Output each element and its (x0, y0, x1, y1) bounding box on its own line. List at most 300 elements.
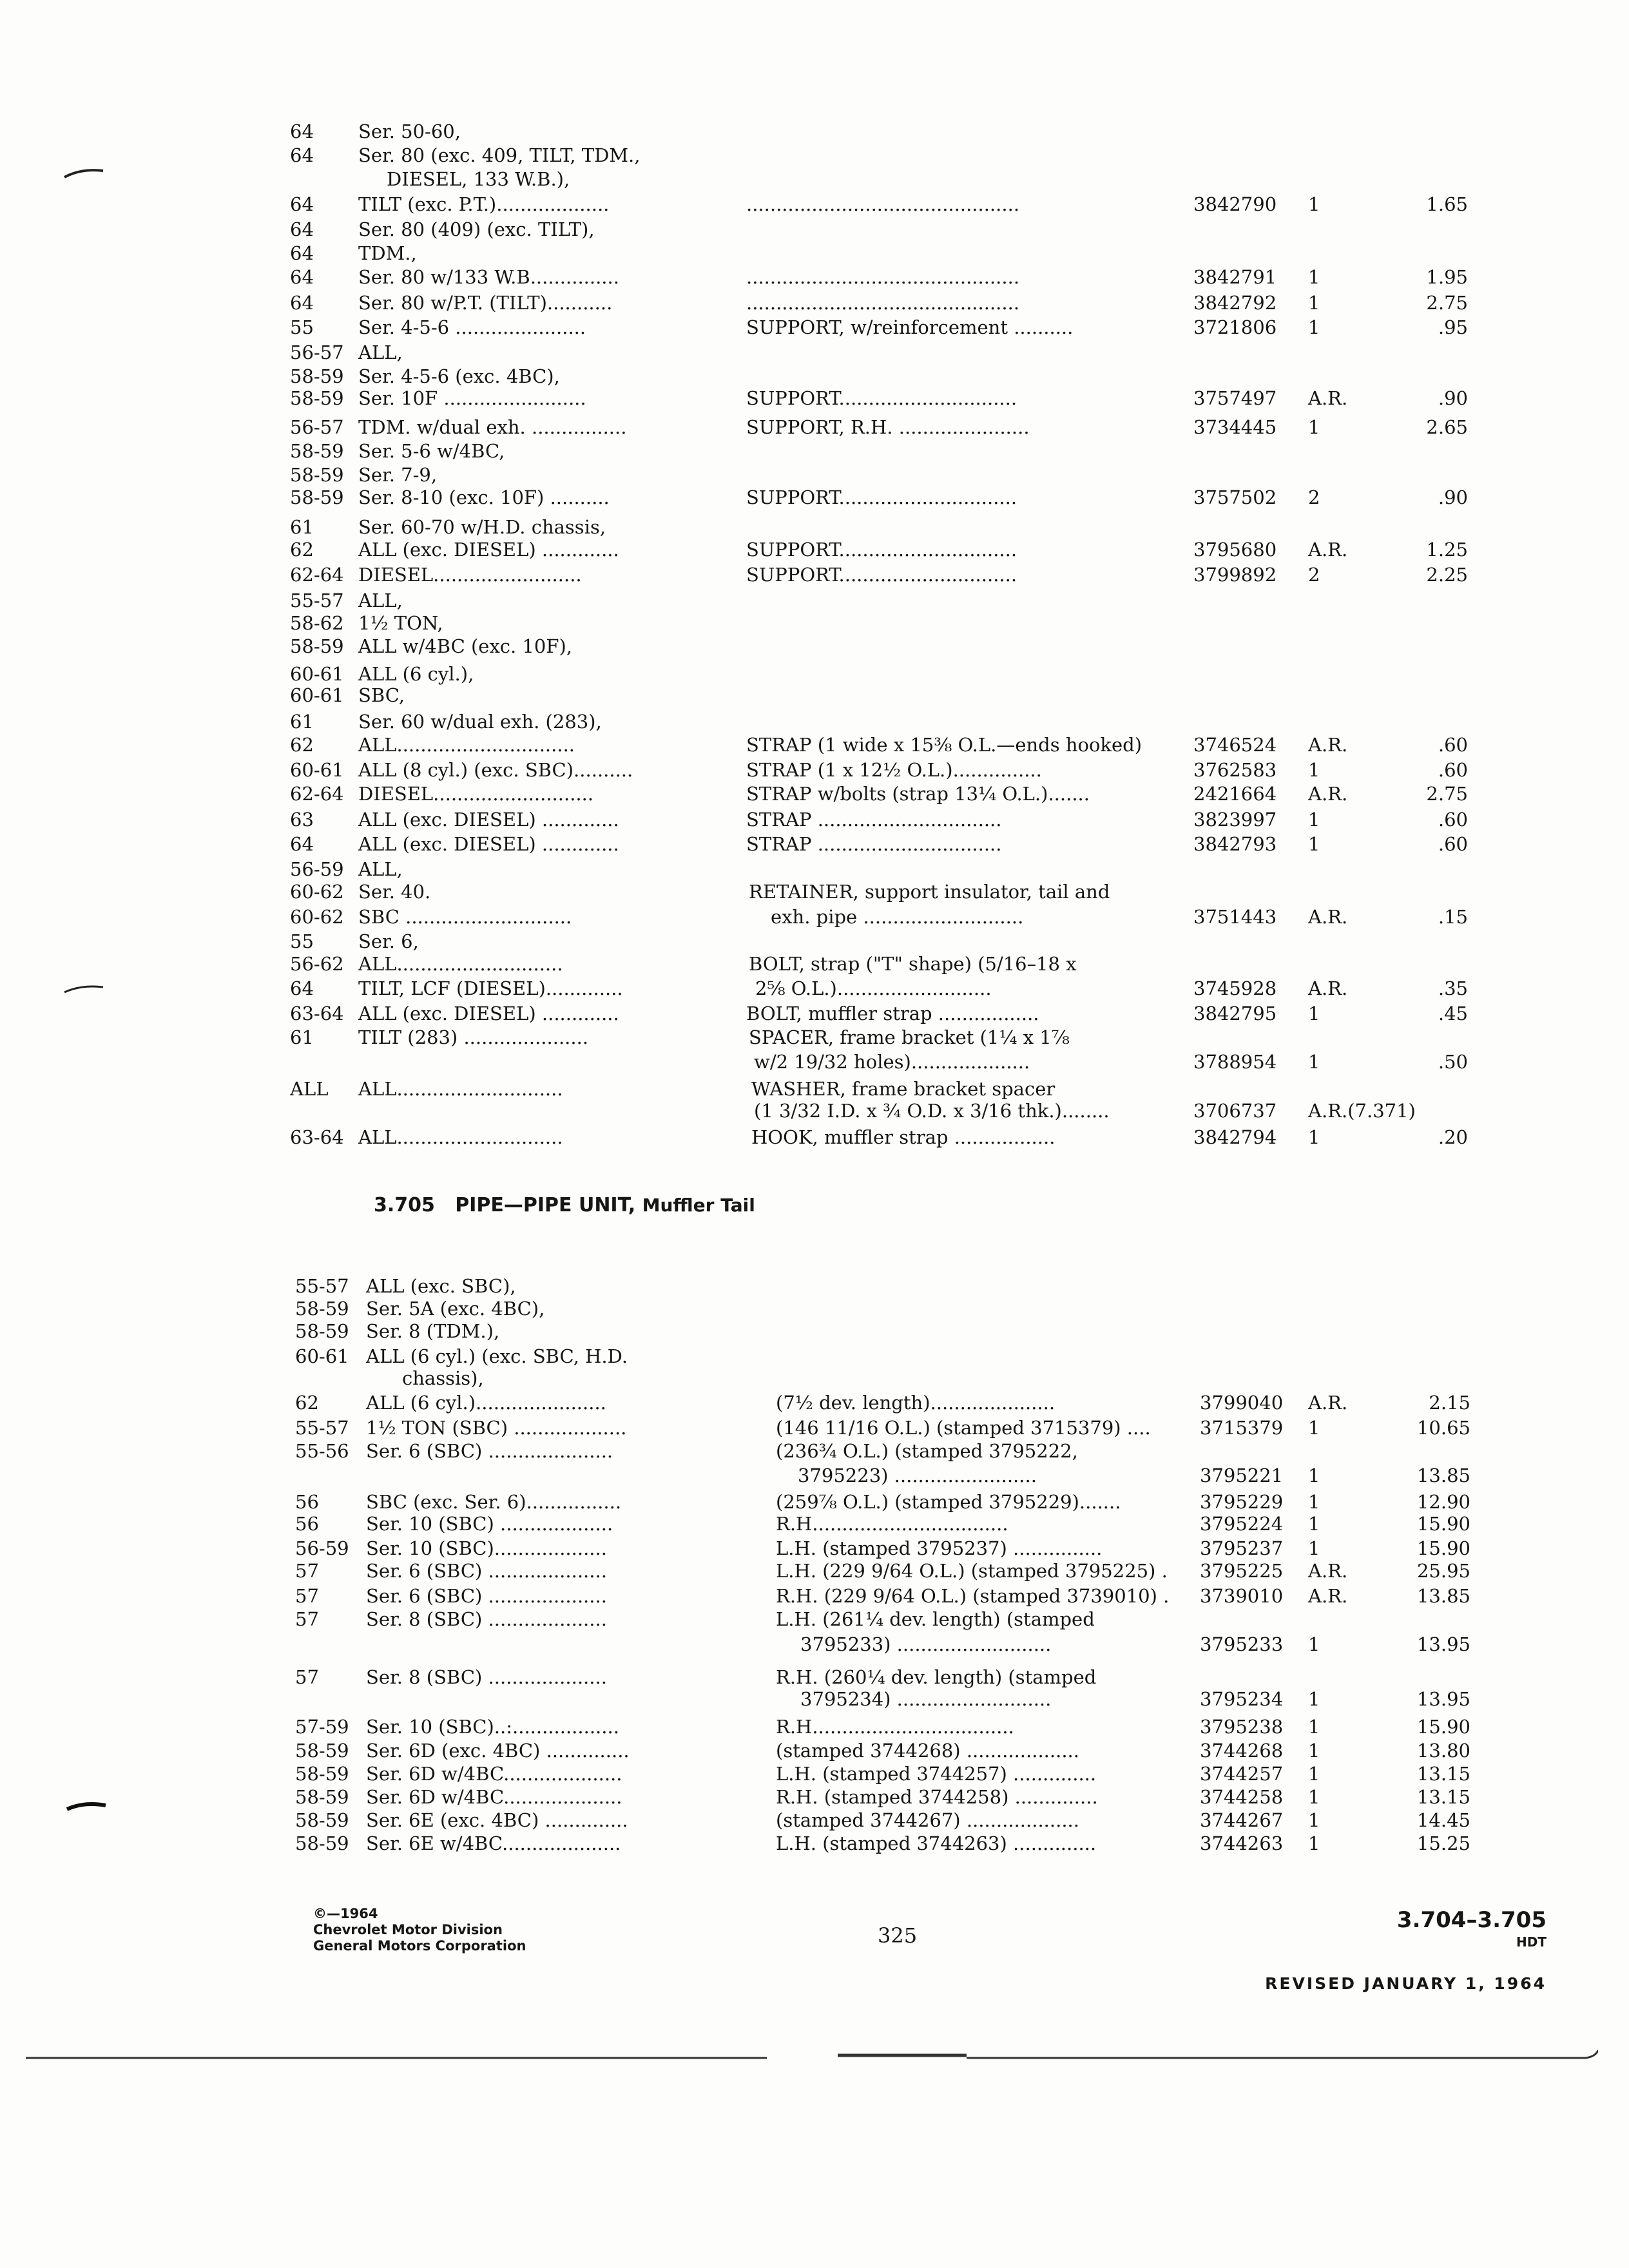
model-cell: Ser. 8 (SBC) .................... (366, 1666, 607, 1688)
price-cell: 14.45 (1416, 1809, 1470, 1831)
division-line: Chevrolet Motor Division (313, 1922, 503, 1937)
part-number-cell: 3795234 (1200, 1688, 1284, 1710)
price-cell: 10.65 (1416, 1417, 1470, 1439)
revision-date: REVISED JANUARY 1, 1964 (1265, 1974, 1547, 1993)
description-cell: SUPPORT, R.H. ...................... (746, 416, 1030, 438)
quantity-cell: 1 (1308, 1126, 1320, 1148)
model-cell: ALL (6 cyl.)...................... (366, 1392, 606, 1414)
quantity-cell: 1 (1308, 833, 1320, 855)
price-cell: .60 (1438, 833, 1468, 855)
model-cell: TILT (exc. P.T.)................... (358, 193, 610, 215)
model-cell: Ser. 5-6 w/4BC, (358, 440, 505, 462)
model-cell: ALL.............................. (358, 734, 575, 756)
description-cell: SUPPORT.............................. (746, 539, 1017, 561)
year-cell: 58-59 (295, 1786, 349, 1808)
year-cell: 61 (290, 711, 314, 733)
table-row (0, 119, 1629, 144)
table-row (0, 1784, 1629, 1810)
part-number-cell: 3795221 (1200, 1465, 1284, 1486)
quantity-cell: 1 (1308, 316, 1320, 338)
price-cell: 15.90 (1416, 1513, 1470, 1535)
model-cell: ALL............................ (358, 1078, 563, 1100)
model-cell: ALL, (358, 341, 403, 363)
quantity-cell: 1 (1308, 1633, 1320, 1655)
model-cell: Ser. 10F ........................ (358, 387, 586, 409)
part-number-cell: 3744268 (1200, 1740, 1284, 1762)
model-cell: Ser. 80 (409) (exc. TILT), (358, 218, 595, 240)
description-cell: BOLT, muffler strap ................. (746, 1003, 1039, 1024)
model-cell: ALL (6 cyl.), (358, 663, 474, 685)
year-cell: 62 (290, 734, 314, 756)
part-number-cell: 3795233 (1200, 1633, 1284, 1655)
year-cell: 61 (290, 1026, 314, 1048)
table-row (0, 1463, 1629, 1488)
table-row (0, 1511, 1629, 1537)
table-row (0, 1606, 1629, 1632)
quantity-cell: A.R. (1308, 783, 1348, 805)
description-cell: L.H. (stamped 3744257) .............. (776, 1763, 1097, 1785)
model-cell: TILT, LCF (DIESEL)............. (358, 977, 623, 999)
table-row (0, 1318, 1629, 1344)
model-cell: Ser. 80 (exc. 409, TILT, TDM., (358, 144, 641, 166)
table-row (0, 340, 1629, 365)
quantity-cell: 1 (1308, 809, 1320, 831)
part-number-cell: 3842792 (1193, 292, 1277, 314)
quantity-cell: A.R. (1308, 1585, 1348, 1607)
model-cell: TDM., (358, 242, 417, 264)
table-row (0, 682, 1629, 708)
model-cell: Ser. 80 w/133 W.B............... (358, 266, 619, 288)
part-number-cell: 3706737 (1193, 1100, 1277, 1122)
table-row (0, 385, 1629, 411)
table-row (0, 757, 1629, 783)
description-cell: SUPPORT.............................. (746, 486, 1017, 508)
table-row (0, 1761, 1629, 1787)
table-row (0, 904, 1629, 930)
table-row (0, 1831, 1629, 1856)
year-cell: 58-59 (290, 387, 344, 409)
year-cell: 57 (295, 1666, 319, 1688)
year-cell: 56 (295, 1513, 319, 1535)
description-cell: HOOK, muffler strap ................. (751, 1126, 1055, 1148)
table-row (0, 951, 1629, 977)
part-number-cell: 3744263 (1200, 1832, 1284, 1854)
table-row (0, 1049, 1629, 1075)
model-cell: Ser. 6D (exc. 4BC) .............. (366, 1740, 630, 1762)
price-cell: 25.95 (1416, 1560, 1470, 1582)
table-row (0, 562, 1629, 588)
table-row (0, 1273, 1629, 1299)
table-row (0, 537, 1629, 562)
price-cell: .15 (1438, 906, 1468, 928)
description-cell: SUPPORT.............................. (746, 564, 1017, 586)
part-number-cell: 3739010 (1200, 1585, 1284, 1607)
part-number-cell: 3823997 (1193, 809, 1277, 831)
description-cell: (stamped 3744267) ................... (776, 1809, 1079, 1831)
bottom-rule (26, 2048, 1598, 2063)
year-cell: 55 (290, 930, 314, 952)
table-row (0, 1415, 1629, 1441)
price-cell: 15.90 (1416, 1716, 1470, 1738)
model-cell: TDM. w/dual exh. ................ (358, 416, 627, 438)
part-number-cell: 3762583 (1193, 759, 1277, 781)
price-cell: 15.90 (1416, 1537, 1470, 1559)
description-cell: BOLT, strap ("T" shape) (5/16–18 x (749, 953, 1077, 975)
quantity-cell: 1 (1308, 759, 1320, 781)
price-cell: .60 (1438, 809, 1468, 831)
table-row (0, 1124, 1629, 1150)
description-cell: STRAP ............................... (746, 833, 1002, 855)
year-cell: 58-59 (295, 1320, 349, 1342)
table-row (0, 216, 1629, 242)
description-cell: R.H. (229 9/64 O.L.) (stamped 3739010) . (776, 1585, 1170, 1607)
model-cell: SBC ............................ (358, 906, 572, 928)
part-number-cell: 3795224 (1200, 1513, 1284, 1535)
description-cell: STRAP (1 x 12½ O.L.)............... (746, 759, 1042, 781)
part-number-cell: 3795680 (1193, 539, 1277, 561)
year-cell: 58-59 (290, 464, 344, 486)
part-number-cell: 3842791 (1193, 266, 1277, 288)
table-row (0, 1365, 1629, 1391)
quantity-cell: A.R. (1308, 1392, 1348, 1414)
year-cell: 58-59 (290, 486, 344, 508)
table-row (0, 1807, 1629, 1833)
part-number-cell: 3715379 (1200, 1417, 1284, 1439)
quantity-cell: 2 (1308, 486, 1320, 508)
table-row (0, 1738, 1629, 1763)
quantity-cell: 1 (1308, 193, 1320, 215)
quantity-cell: 1 (1308, 1465, 1320, 1486)
model-cell: Ser. 6E w/4BC.................... (366, 1832, 621, 1854)
year-cell: 58-59 (295, 1832, 349, 1854)
description-cell: STRAP (1 wide x 15⅜ O.L.—ends hooked) (746, 734, 1142, 756)
quantity-cell: 1 (1308, 1537, 1320, 1559)
model-cell: Ser. 50-60, (358, 120, 461, 142)
description-cell: (236¾ O.L.) (stamped 3795222, (776, 1440, 1078, 1462)
margin-mark (62, 164, 107, 184)
description-cell: (259⅞ O.L.) (stamped 3795229)....... (776, 1491, 1121, 1513)
model-cell: Ser. 60 w/dual exh. (283), (358, 711, 602, 733)
year-cell: 55-57 (295, 1275, 349, 1297)
quantity-cell: 1 (1308, 1740, 1320, 1762)
quantity-cell: 1 (1308, 1513, 1320, 1535)
year-cell: 58-59 (295, 1740, 349, 1762)
price-cell: 13.95 (1416, 1688, 1470, 1710)
price-cell: 2.75 (1426, 783, 1468, 805)
year-cell: 64 (290, 144, 314, 166)
model-cell: Ser. 6E (exc. 4BC) .............. (366, 1809, 628, 1831)
model-cell: ALL............................ (358, 1126, 563, 1148)
quantity-cell: 1 (1308, 1809, 1320, 1831)
quantity-cell: 1 (1308, 1003, 1320, 1024)
table-row (0, 732, 1629, 758)
model-cell: ALL (exc. DIESEL) ............. (358, 1003, 619, 1024)
part-number-cell: 3744267 (1200, 1809, 1284, 1831)
quantity-cell: 1 (1308, 1417, 1320, 1439)
year-cell: 58-59 (290, 365, 344, 387)
table-row (0, 781, 1629, 807)
table-row (0, 879, 1629, 905)
model-cell: Ser. 40. (358, 881, 431, 903)
table-row (0, 462, 1629, 488)
year-cell: 64 (290, 833, 314, 855)
model-cell: ALL (exc. SBC), (366, 1275, 516, 1297)
price-cell: .90 (1438, 486, 1468, 508)
quantity-cell: 1 (1308, 292, 1320, 314)
quantity-cell: 1 (1308, 416, 1320, 438)
part-number-cell: 3795225 (1200, 1560, 1284, 1582)
year-cell: 64 (290, 193, 314, 215)
year-cell: 64 (290, 120, 314, 142)
table-row (0, 438, 1629, 464)
year-cell: 55-57 (290, 590, 344, 611)
part-number-cell: 3799040 (1200, 1392, 1284, 1414)
model-cell: ALL (exc. DIESEL) ............. (358, 539, 619, 561)
quantity-cell: 1 (1308, 1763, 1320, 1785)
description-cell: exh. pipe ........................... (771, 906, 1024, 928)
description-cell: .............................................. (746, 193, 1020, 215)
table-row (0, 1098, 1629, 1124)
model-cell: Ser. 10 (SBC) ................... (366, 1513, 613, 1535)
year-cell: 62-64 (290, 783, 344, 805)
model-cell: SBC (exc. Ser. 6)................ (366, 1491, 622, 1513)
price-cell: 2.25 (1426, 564, 1468, 586)
description-cell: 3795233) .......................... (800, 1633, 1052, 1655)
part-number-cell: 3745928 (1193, 977, 1277, 999)
year-cell: 57 (295, 1560, 319, 1582)
quantity-cell: 1 (1308, 1491, 1320, 1513)
quantity-cell: 1 (1308, 1051, 1320, 1073)
table-row (0, 1714, 1629, 1740)
copyright-line: ©—1964 (313, 1906, 378, 1921)
year-cell: 60-61 (290, 684, 344, 706)
quantity-cell: A.R. (1308, 734, 1348, 756)
model-cell: Ser. 6 (SBC) .................... (366, 1585, 607, 1607)
model-cell: Ser. 6 (SBC) ..................... (366, 1440, 613, 1462)
year-cell: 55 (290, 316, 314, 338)
part-number-cell: 3795238 (1200, 1716, 1284, 1738)
description-cell: R.H. (stamped 3744258) .............. (776, 1786, 1098, 1808)
year-cell: 60-62 (290, 881, 344, 903)
description-cell: L.H. (stamped 3744263) .............. (776, 1832, 1097, 1854)
table-row (0, 1686, 1629, 1712)
year-cell: 61 (290, 516, 314, 538)
table-row (0, 191, 1629, 217)
year-cell: 60-61 (290, 759, 344, 781)
description-cell: 2⅝ O.L.).......................... (755, 977, 992, 999)
hdt-label: HDT (1516, 1934, 1547, 1950)
price-cell: 1.65 (1426, 193, 1468, 215)
year-cell: 58-59 (295, 1763, 349, 1785)
section-code-block (1397, 1907, 1547, 1951)
table-row (0, 166, 1629, 192)
price-cell: .35 (1438, 977, 1468, 999)
description-cell: w/2 19/32 holes).................... (754, 1051, 1030, 1073)
quantity-cell: 1 (1308, 266, 1320, 288)
part-number-cell: 3751443 (1193, 906, 1277, 928)
table-row (0, 1296, 1629, 1321)
year-cell: 56-62 (290, 953, 344, 975)
model-cell: Ser. 10 (SBC)..:.................. (366, 1716, 619, 1738)
year-cell: 64 (290, 977, 314, 999)
description-cell: RETAINER, support insulator, tail and (749, 881, 1110, 903)
description-cell: (stamped 3744268) ................... (776, 1740, 1079, 1762)
model-cell: ALL, (358, 590, 403, 611)
price-cell: .45 (1438, 1003, 1468, 1024)
description-cell: SUPPORT, w/reinforcement .......... (746, 316, 1074, 338)
year-cell: 57 (295, 1585, 319, 1607)
table-row (0, 290, 1629, 316)
table-row (0, 831, 1629, 857)
description-cell: L.H. (261¼ dev. length) (stamped (776, 1608, 1095, 1630)
table-row (0, 514, 1629, 540)
part-number-cell: 3788954 (1193, 1051, 1277, 1073)
year-cell: 64 (290, 242, 314, 264)
corporation-line: General Motors Corporation (313, 1938, 526, 1954)
table-row (0, 264, 1629, 290)
price-cell: 2.15 (1429, 1392, 1470, 1414)
table-row (0, 1024, 1629, 1050)
year-cell: ALL (290, 1078, 329, 1100)
year-cell: 57-59 (295, 1716, 349, 1738)
description-cell: R.H................................. (776, 1513, 1008, 1535)
description-cell: 3795234) .......................... (800, 1688, 1052, 1710)
price-cell: 13.80 (1416, 1740, 1470, 1762)
quantity-cell: A.R. (1308, 1560, 1348, 1582)
year-cell: 62 (290, 539, 314, 561)
table-row (0, 1535, 1629, 1561)
model-cell: Ser. 60-70 w/H.D. chassis, (358, 516, 606, 538)
part-number-cell: 3842794 (1193, 1126, 1277, 1148)
table-row (0, 240, 1629, 266)
table-row (0, 928, 1629, 954)
description-cell: 3795223) ........................ (798, 1465, 1037, 1486)
publisher-block (313, 1906, 526, 1954)
quantity-cell: A.R. (1308, 387, 1348, 409)
year-cell: 58-62 (290, 612, 344, 634)
price-cell: 13.85 (1416, 1465, 1470, 1486)
description-cell: R.H. (260¼ dev. length) (stamped (776, 1666, 1097, 1688)
year-cell: 56-57 (290, 341, 344, 363)
price-cell: 2.65 (1426, 416, 1468, 438)
quantity-cell: 1 (1308, 1716, 1320, 1738)
year-cell: 56-59 (295, 1537, 349, 1559)
model-cell: TILT (283) ..................... (358, 1026, 589, 1048)
page-number: 325 (878, 1923, 918, 1948)
part-number-cell: 3757497 (1193, 387, 1277, 409)
year-cell: 62 (295, 1392, 319, 1414)
part-number-cell: 3734445 (1193, 416, 1277, 438)
table-row (0, 1390, 1629, 1416)
price-cell: 13.15 (1416, 1763, 1470, 1785)
quantity-cell: 2 (1308, 564, 1320, 586)
description-cell: L.H. (229 9/64 O.L.) (stamped 3795225) . (776, 1560, 1168, 1582)
year-cell: 56-57 (290, 416, 344, 438)
description-cell: .............................................. (746, 266, 1020, 288)
table-row (0, 633, 1629, 659)
table-row (0, 709, 1629, 735)
table-row (0, 414, 1629, 440)
description-cell: L.H. (stamped 3795237) ............... (776, 1537, 1103, 1559)
price-cell: .60 (1438, 759, 1468, 781)
section-heading-subtitle: Muffler Tail (642, 1195, 755, 1216)
price-cell: .95 (1438, 316, 1468, 338)
description-cell: .............................................. (746, 292, 1020, 314)
part-number-cell: 3795229 (1200, 1491, 1284, 1513)
model-cell: Ser. 8-10 (exc. 10F) .......... (358, 486, 610, 508)
model-cell: Ser. 4-5-6 ...................... (358, 316, 586, 338)
year-cell: 58-59 (290, 635, 344, 657)
description-cell: SUPPORT.............................. (746, 387, 1017, 409)
table-row (0, 1438, 1629, 1464)
description-cell: SPACER, frame bracket (1¼ x 1⅞ (749, 1026, 1070, 1048)
model-cell: ALL............................ (358, 953, 563, 975)
model-cell: 1½ TON, (358, 612, 443, 634)
part-number-cell: 3757502 (1193, 486, 1277, 508)
model-cell: Ser. 10 (SBC)................... (366, 1537, 607, 1559)
model-cell: Ser. 6D w/4BC.................... (366, 1763, 622, 1785)
model-cell: Ser. 8 (SBC) .................... (366, 1608, 607, 1630)
part-number-cell: 3721806 (1193, 316, 1277, 338)
year-cell: 60-61 (295, 1345, 349, 1367)
year-cell: 58-59 (295, 1298, 349, 1320)
section-heading-code: 3.705 (374, 1194, 435, 1216)
description-cell: WASHER, frame bracket spacer (751, 1078, 1055, 1100)
price-cell: 2.75 (1426, 292, 1468, 314)
part-number-cell: 3746524 (1193, 734, 1277, 756)
margin-mark (64, 1796, 110, 1816)
table-row (0, 807, 1629, 832)
quantity-cell: 1 (1308, 1832, 1320, 1854)
part-number-cell: 3842790 (1193, 193, 1277, 215)
description-cell: (7½ dev. length)..................... (776, 1392, 1055, 1414)
year-cell: 63-64 (290, 1003, 344, 1024)
model-cell: ALL (exc. DIESEL) ............. (358, 833, 619, 855)
part-number-cell: 3744258 (1200, 1786, 1284, 1808)
section-code: 3.704–3.705 (1396, 1907, 1547, 1933)
part-number-cell: 3842795 (1193, 1003, 1277, 1024)
year-cell: 63 (290, 809, 314, 831)
table-row (0, 588, 1629, 613)
table-row (0, 1558, 1629, 1584)
table-row (0, 314, 1629, 340)
year-cell: 56 (295, 1491, 319, 1513)
table-row (0, 1583, 1629, 1609)
model-cell: Ser. 7-9, (358, 464, 438, 486)
part-number-cell: 3799892 (1193, 564, 1277, 586)
table-row (0, 1001, 1629, 1026)
model-cell: Ser. 6D w/4BC.................... (366, 1786, 622, 1808)
model-cell: DIESEL, 133 W.B.), (387, 168, 570, 190)
description-cell: (1 3/32 I.D. x ¾ O.D. x 3/16 thk.)........ (754, 1100, 1110, 1122)
section-heading (374, 1194, 755, 1216)
model-cell: Ser. 6 (SBC) .................... (366, 1560, 607, 1582)
model-cell: ALL (6 cyl.) (exc. SBC, H.D. (366, 1345, 628, 1367)
year-cell: 62-64 (290, 564, 344, 586)
model-cell: Ser. 8 (TDM.), (366, 1320, 500, 1342)
model-cell: DIESEL......................... (358, 564, 582, 586)
description-cell: R.H.................................. (776, 1716, 1014, 1738)
margin-mark (62, 979, 107, 999)
model-cell: ALL (exc. DIESEL) ............. (358, 809, 619, 831)
price-cell: 13.15 (1416, 1786, 1470, 1808)
price-cell: .90 (1438, 387, 1468, 409)
model-cell: Ser. 5A (exc. 4BC), (366, 1298, 545, 1320)
year-cell: 64 (290, 266, 314, 288)
year-cell: 56-59 (290, 858, 344, 880)
part-number-cell: 2421664 (1193, 783, 1277, 805)
quantity-cell: 1 (1308, 1786, 1320, 1808)
